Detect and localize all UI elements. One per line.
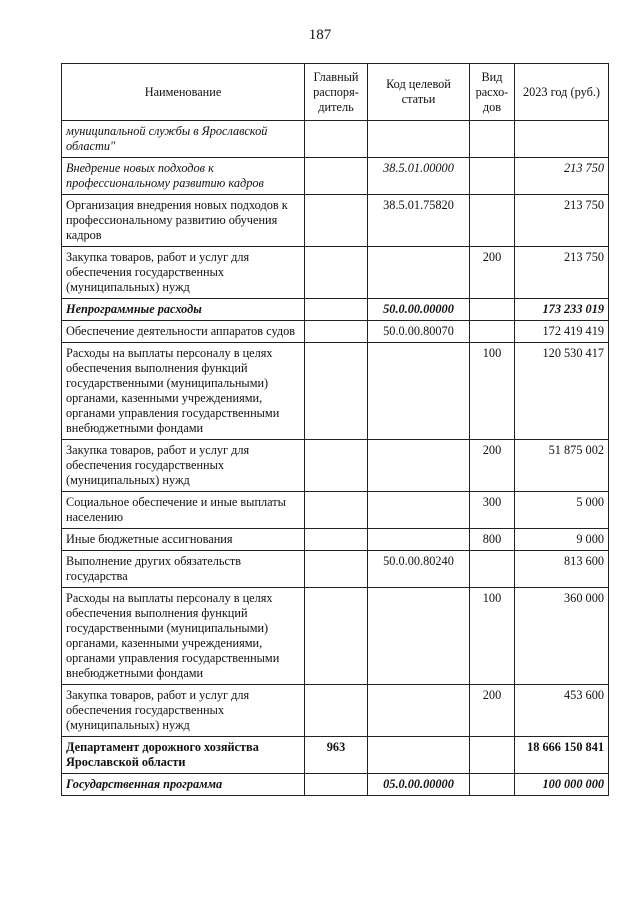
row-amount-cell: 51 875 002 xyxy=(515,440,609,492)
table-row xyxy=(62,588,609,685)
row-target-code-cell: 50.0.00.00000 xyxy=(368,299,470,321)
row-name-cell: Выполнение других обязательств государства xyxy=(62,551,305,588)
row-chief-manager-cell xyxy=(305,299,368,321)
row-name-cell: Расходы на выплаты персоналу в целях обеспечения выполнения функций государственными (муниципальными) органами, казенными учреждениями, органами управления государственными внебюджетными фондами xyxy=(62,588,305,685)
table-row xyxy=(62,737,609,774)
header-target-code: Код целевой статьи xyxy=(368,64,470,121)
table-row xyxy=(62,158,609,195)
row-amount-cell: 5 000 xyxy=(515,492,609,529)
row-chief-manager-cell xyxy=(305,774,368,796)
row-chief-manager-cell xyxy=(305,158,368,195)
row-amount-cell: 120 530 417 xyxy=(515,343,609,440)
row-expense-type-cell: 100 xyxy=(470,343,515,440)
row-name-cell: Внедрение новых подходов к профессиональному развитию кадров xyxy=(62,158,305,195)
row-target-code-cell xyxy=(368,588,470,685)
row-amount-cell: 9 000 xyxy=(515,529,609,551)
row-name-cell: Государственная программа xyxy=(62,774,305,796)
table-header-row xyxy=(62,64,609,121)
row-expense-type-cell: 200 xyxy=(470,685,515,737)
row-amount-cell: 453 600 xyxy=(515,685,609,737)
row-name-cell: Закупка товаров, работ и услуг для обеспечения государственных (муниципальных) нужд xyxy=(62,440,305,492)
budget-table xyxy=(61,63,609,796)
row-expense-type-cell xyxy=(470,737,515,774)
row-chief-manager-cell xyxy=(305,551,368,588)
table-row xyxy=(62,529,609,551)
row-chief-manager-cell xyxy=(305,588,368,685)
table-row xyxy=(62,299,609,321)
row-target-code-cell: 05.0.00.00000 xyxy=(368,774,470,796)
row-target-code-cell: 50.0.00.80240 xyxy=(368,551,470,588)
row-name-cell: Закупка товаров, работ и услуг для обеспечения государственных (муниципальных) нужд xyxy=(62,685,305,737)
row-target-code-cell xyxy=(368,121,470,158)
row-chief-manager-cell xyxy=(305,195,368,247)
row-chief-manager-cell: 963 xyxy=(305,737,368,774)
header-expense-type: Вид расхо-дов xyxy=(470,64,515,121)
row-target-code-cell xyxy=(368,492,470,529)
row-target-code-cell: 38.5.01.75820 xyxy=(368,195,470,247)
row-target-code-cell xyxy=(368,529,470,551)
row-chief-manager-cell xyxy=(305,529,368,551)
table-row xyxy=(62,343,609,440)
row-expense-type-cell: 300 xyxy=(470,492,515,529)
row-amount-cell: 813 600 xyxy=(515,551,609,588)
row-target-code-cell xyxy=(368,685,470,737)
row-amount-cell: 100 000 000 xyxy=(515,774,609,796)
row-expense-type-cell xyxy=(470,321,515,343)
row-amount-cell: 213 750 xyxy=(515,247,609,299)
row-expense-type-cell xyxy=(470,195,515,247)
row-expense-type-cell: 800 xyxy=(470,529,515,551)
row-amount-cell: 173 233 019 xyxy=(515,299,609,321)
row-target-code-cell: 50.0.00.80070 xyxy=(368,321,470,343)
row-name-cell: Иные бюджетные ассигнования xyxy=(62,529,305,551)
row-chief-manager-cell xyxy=(305,247,368,299)
row-name-cell: Закупка товаров, работ и услуг для обеспечения государственных (муниципальных) нужд xyxy=(62,247,305,299)
header-amount-2023: 2023 год (руб.) xyxy=(515,64,609,121)
row-amount-cell: 360 000 xyxy=(515,588,609,685)
table-row xyxy=(62,551,609,588)
table-row xyxy=(62,774,609,796)
row-amount-cell: 172 419 419 xyxy=(515,321,609,343)
table-row xyxy=(62,121,609,158)
row-target-code-cell xyxy=(368,440,470,492)
row-expense-type-cell xyxy=(470,299,515,321)
row-chief-manager-cell xyxy=(305,440,368,492)
row-chief-manager-cell xyxy=(305,492,368,529)
row-target-code-cell xyxy=(368,247,470,299)
row-target-code-cell: 38.5.01.00000 xyxy=(368,158,470,195)
row-name-cell: Социальное обеспечение и иные выплаты населению xyxy=(62,492,305,529)
row-chief-manager-cell xyxy=(305,685,368,737)
table-row xyxy=(62,492,609,529)
table-row xyxy=(62,195,609,247)
row-expense-type-cell xyxy=(470,551,515,588)
row-expense-type-cell xyxy=(470,121,515,158)
row-expense-type-cell: 100 xyxy=(470,588,515,685)
row-expense-type-cell xyxy=(470,774,515,796)
row-name-cell: Обеспечение деятельности аппаратов судов xyxy=(62,321,305,343)
row-chief-manager-cell xyxy=(305,343,368,440)
row-amount-cell xyxy=(515,121,609,158)
table-row xyxy=(62,247,609,299)
row-amount-cell: 213 750 xyxy=(515,158,609,195)
table-row xyxy=(62,685,609,737)
row-chief-manager-cell xyxy=(305,321,368,343)
header-name: Наименование xyxy=(62,64,305,121)
row-amount-cell: 18 666 150 841 xyxy=(515,737,609,774)
row-name-cell: Департамент дорожного хозяйства Ярославской области xyxy=(62,737,305,774)
page-number: 187 xyxy=(308,27,332,43)
row-expense-type-cell: 200 xyxy=(470,440,515,492)
table-row xyxy=(62,440,609,492)
header-chief-manager: Главный распоря-дитель xyxy=(305,64,368,121)
row-chief-manager-cell xyxy=(305,121,368,158)
row-name-cell: муниципальной службы в Ярославской области" xyxy=(62,121,305,158)
row-name-cell: Расходы на выплаты персоналу в целях обеспечения выполнения функций государственными (муниципальными) органами, казенными учреждениями, органами управления государственными внебюджетными фондами xyxy=(62,343,305,440)
row-target-code-cell xyxy=(368,737,470,774)
row-amount-cell: 213 750 xyxy=(515,195,609,247)
row-name-cell: Организация внедрения новых подходов к профессиональному развитию обучения кадров xyxy=(62,195,305,247)
row-target-code-cell xyxy=(368,343,470,440)
row-expense-type-cell xyxy=(470,158,515,195)
table-row xyxy=(62,321,609,343)
row-name-cell: Непрограммные расходы xyxy=(62,299,305,321)
row-expense-type-cell: 200 xyxy=(470,247,515,299)
